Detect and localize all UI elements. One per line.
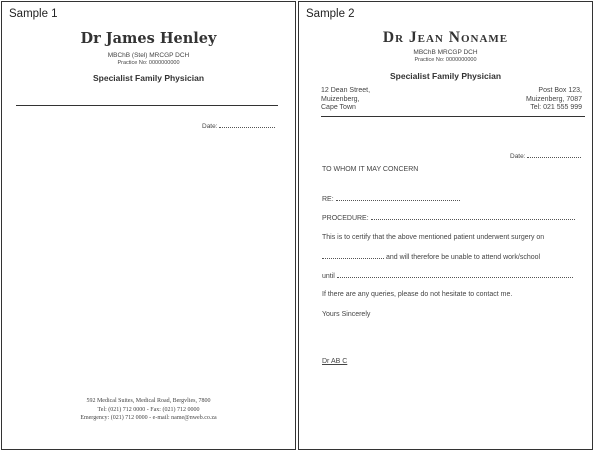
sample-1-panel [1,1,296,450]
doctor-name: Dr James Henley [80,30,217,47]
footer-phone-fax: Tel: (021) 712 0000 - Fax: (021) 712 0000 [97,406,200,413]
postal-address-line: Muizenberg, 7087 [525,95,582,103]
signature: Dr AB C [322,358,348,365]
qualifications: MBChB MRCGP DCH [413,49,478,56]
queries-text: If there are any queries, please do not hesitate to contact me. [322,291,513,298]
footer-emergency-email: Emergency: (021) 712 0000 - e-mail: name@nweb.co.za [80,415,217,421]
sample-2-label: Sample 2 [306,8,355,20]
re-field [336,195,460,201]
address-line: Cape Town [321,104,356,111]
surgery-date-field [322,253,384,259]
sample-2-panel [298,1,593,450]
footer-address: 592 Medical Suites, Medical Road, Bergvlies, 7800 [86,398,211,404]
until-label: until [322,273,335,280]
header-divider [321,116,585,117]
unable-text: and will therefore be unable to attend work/school [385,254,541,261]
practice-number: Practice No: 0000000000 [414,57,477,63]
telephone: Tel: 021 555 999 [530,104,582,111]
date-field [219,121,275,128]
specialty: Specialist Family Physician [389,71,502,81]
address-right [526,87,582,113]
date-row [202,121,275,130]
procedure-field [371,214,575,220]
salutation: TO WHOM IT MAY CONCERN [322,166,419,173]
until-row [322,272,573,280]
certify-text: This is to certify that the above mentioned patient underwent surgery on [322,234,545,241]
procedure-row [322,214,575,222]
address-line: 12 Dean Street, [321,87,371,94]
specialty: Specialist Family Physician [92,73,205,83]
re-row [322,195,460,203]
until-field [337,272,573,278]
postal-address-line: Post Box 123, [538,87,582,94]
qualifications: MBChB (Stel) MRCGP DCH [107,52,190,59]
address-line: Muizenberg, [321,95,360,103]
date-field [527,151,581,158]
procedure-label: PROCEDURE: [322,215,369,222]
date-row [510,151,581,160]
re-label: RE: [322,196,334,203]
address-left [321,87,370,113]
date-label: Date: [510,153,526,160]
closing: Yours Sincerely [322,311,371,318]
sample-1-label: Sample 1 [9,8,58,20]
unable-row [322,253,540,261]
doctor-name: Dr Jean Noname [382,29,509,46]
header-divider [16,105,278,106]
footer [2,397,295,423]
practice-number: Practice No: 0000000000 [117,60,180,66]
date-label: Date: [202,123,218,130]
